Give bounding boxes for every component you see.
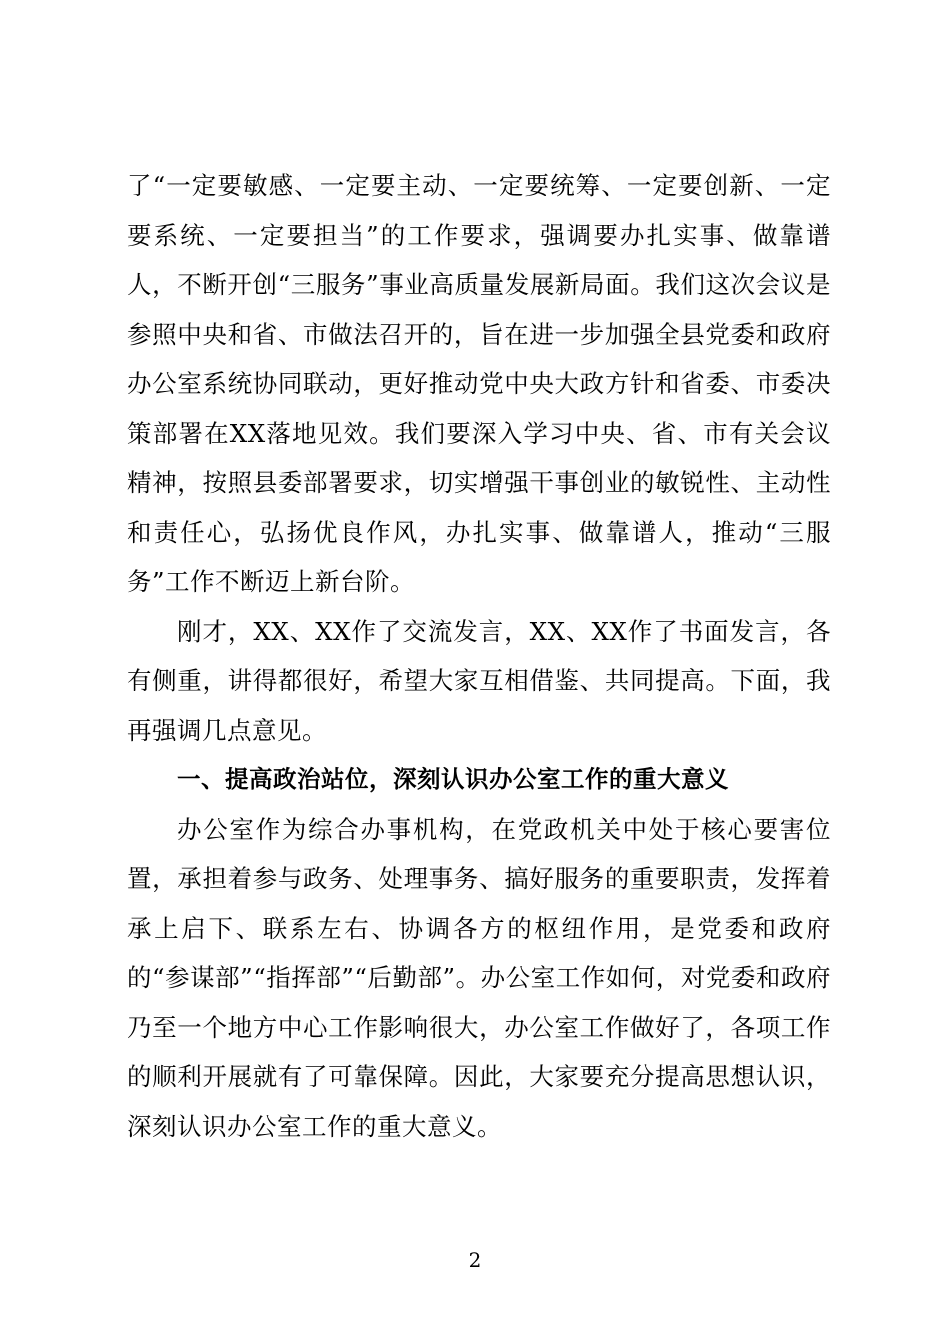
paragraph-speakers: 刚才，XX、XX作了交流发言，XX、XX作了书面发言，各有侧重，讲得都很好，希望大家互相借鉴、共同提高。下面，我再强调几点意见。	[127, 616, 831, 745]
document-body	[127, 161, 831, 1151]
page-number: 2	[468, 1248, 482, 1272]
paragraph-continuation: 了“一定要敏感、一定要主动、一定要统筹、一定要创新、一定要系统、一定要担当”的工作要求，强调要办扎实事、做靠谱人，不断开创“三服务”事业高质量发展新局面。我们这次会议是参照中央和省、市做法召开的，旨在进一步加强全县党委和政府办公室系统协同联动，更好推动党中央大政方针和省委、市委决策部署在XX落地见效。我们要深入学习中央、省、市有关会议精神，按照县委部署要求，切实增强干事创业的敏锐性、主动性和责任心，弘扬优良作风，办扎实事、做靠谱人，推动“三服务”工作不断迈上新台阶。	[127, 171, 831, 596]
section-heading: 一、提高政治站位，深刻认识办公室工作的重大意义	[177, 765, 729, 793]
paragraph-office-role: 办公室作为综合办事机构，在党政机关中处于核心要害位置，承担着参与政务、处理事务、搞好服务的重要职责，发挥着承上启下、联系左右、协调各方的枢纽作用，是党委和政府的“参谋部”“指挥部”“后勤部”。办公室工作如何，对党委和政府乃至一个地方中心工作影响很大，办公室工作做好了，各项工作的顺利开展就有了可靠保障。因此，大家要充分提高思想认识，深刻认识办公室工作的重大意义。	[127, 814, 831, 1141]
